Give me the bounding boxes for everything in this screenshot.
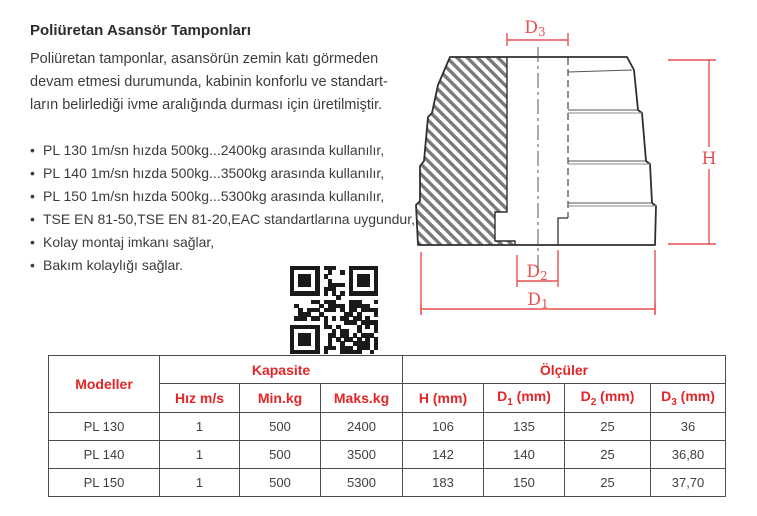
bullet-icon: • — [30, 142, 35, 158]
cell-h: 183 — [403, 469, 484, 497]
bullet-icon: • — [30, 257, 35, 273]
cell-maks: 2400 — [321, 413, 403, 441]
cell-hiz: 1 — [160, 413, 240, 441]
dim-label-d3: D3 — [524, 18, 546, 39]
cell-d3: 36,80 — [651, 441, 726, 469]
list-item-text: PL 150 1m/sn hızda 500kg...5300kg arasında kullanılır, — [43, 188, 385, 204]
cell-d1: 150 — [484, 469, 565, 497]
list-item-text: Kolay montaj imkanı sağlar, — [43, 234, 215, 250]
bullet-icon: • — [30, 234, 35, 250]
col-header-min: Min.kg — [240, 384, 321, 413]
cell-model: PL 130 — [49, 413, 160, 441]
cell-model: PL 150 — [49, 469, 160, 497]
cell-d3: 36 — [651, 413, 726, 441]
bore-lower-edge — [558, 218, 568, 245]
spec-table — [48, 355, 726, 497]
cell-d3: 37,70 — [651, 469, 726, 497]
cell-model: PL 140 — [49, 441, 160, 469]
cell-h: 142 — [403, 441, 484, 469]
paragraph-line: ların belirlediği ivme aralığında durması için üretilmiştir. — [30, 97, 383, 113]
cell-min: 500 — [240, 413, 321, 441]
table-row — [49, 413, 726, 441]
col-header-d1: $D_1$ (mm) — [484, 384, 565, 413]
intro-section — [30, 22, 415, 277]
buffer-section-hatch — [416, 57, 515, 245]
col-header-d2: $D_2$ (mm) — [565, 384, 651, 413]
cell-min: 500 — [240, 441, 321, 469]
table-group-header-row — [49, 356, 726, 384]
col-group-kapasite: Kapasite — [160, 356, 403, 384]
col-header-modeller: Modeller — [49, 356, 160, 413]
col-header-maks: Maks.kg — [321, 384, 403, 413]
list-item — [30, 208, 415, 231]
col-group-olculer: Ölçüler — [403, 356, 726, 384]
paragraph-line: Poliüretan tamponlar, asansörün zemin katı görmeden — [30, 51, 379, 67]
list-item — [30, 162, 415, 185]
page-title: Poliüretan Asansör Tamponları — [30, 22, 251, 39]
list-item — [30, 139, 415, 162]
dim-label-d1: D1 — [527, 290, 549, 311]
cell-d2: 25 — [565, 469, 651, 497]
intro-paragraph — [30, 48, 415, 117]
step-lines — [568, 70, 656, 206]
technical-drawing — [393, 8, 757, 326]
dim-label-h: H — [701, 149, 717, 169]
bullet-icon: • — [30, 211, 35, 227]
col-header-d3: $D_3$ (mm) — [651, 384, 726, 413]
table-row — [49, 441, 726, 469]
cell-maks: 5300 — [321, 469, 403, 497]
col-header-h: H (mm) — [403, 384, 484, 413]
bullet-icon: • — [30, 165, 35, 181]
list-item-text: PL 130 1m/sn hızda 500kg...2400kg arasında kullanılır, — [43, 142, 385, 158]
list-item-text: Bakım kolaylığı sağlar. — [43, 257, 184, 273]
cell-d1: 135 — [484, 413, 565, 441]
dim-label-d2: D2 — [526, 262, 548, 283]
bullet-icon: • — [30, 188, 35, 204]
list-item-text: TSE EN 81-50,TSE EN 81-20,EAC standartlarına uygundur, — [43, 211, 415, 227]
table-row — [49, 469, 726, 497]
cell-d2: 25 — [565, 413, 651, 441]
cell-maks: 3500 — [321, 441, 403, 469]
cell-hiz: 1 — [160, 469, 240, 497]
list-item-text: PL 140 1m/sn hızda 500kg...3500kg arasında kullanılır, — [43, 165, 385, 181]
qr-code — [290, 266, 378, 354]
list-item — [30, 231, 415, 254]
cell-d1: 140 — [484, 441, 565, 469]
cell-hiz: 1 — [160, 441, 240, 469]
cell-h: 106 — [403, 413, 484, 441]
col-header-hiz: Hız m/s — [160, 384, 240, 413]
cell-min: 500 — [240, 469, 321, 497]
paragraph-line: devam etmesi durumunda, kabinin konforlu ve standart- — [30, 74, 388, 90]
cell-d2: 25 — [565, 441, 651, 469]
feature-list — [30, 139, 415, 277]
list-item — [30, 185, 415, 208]
